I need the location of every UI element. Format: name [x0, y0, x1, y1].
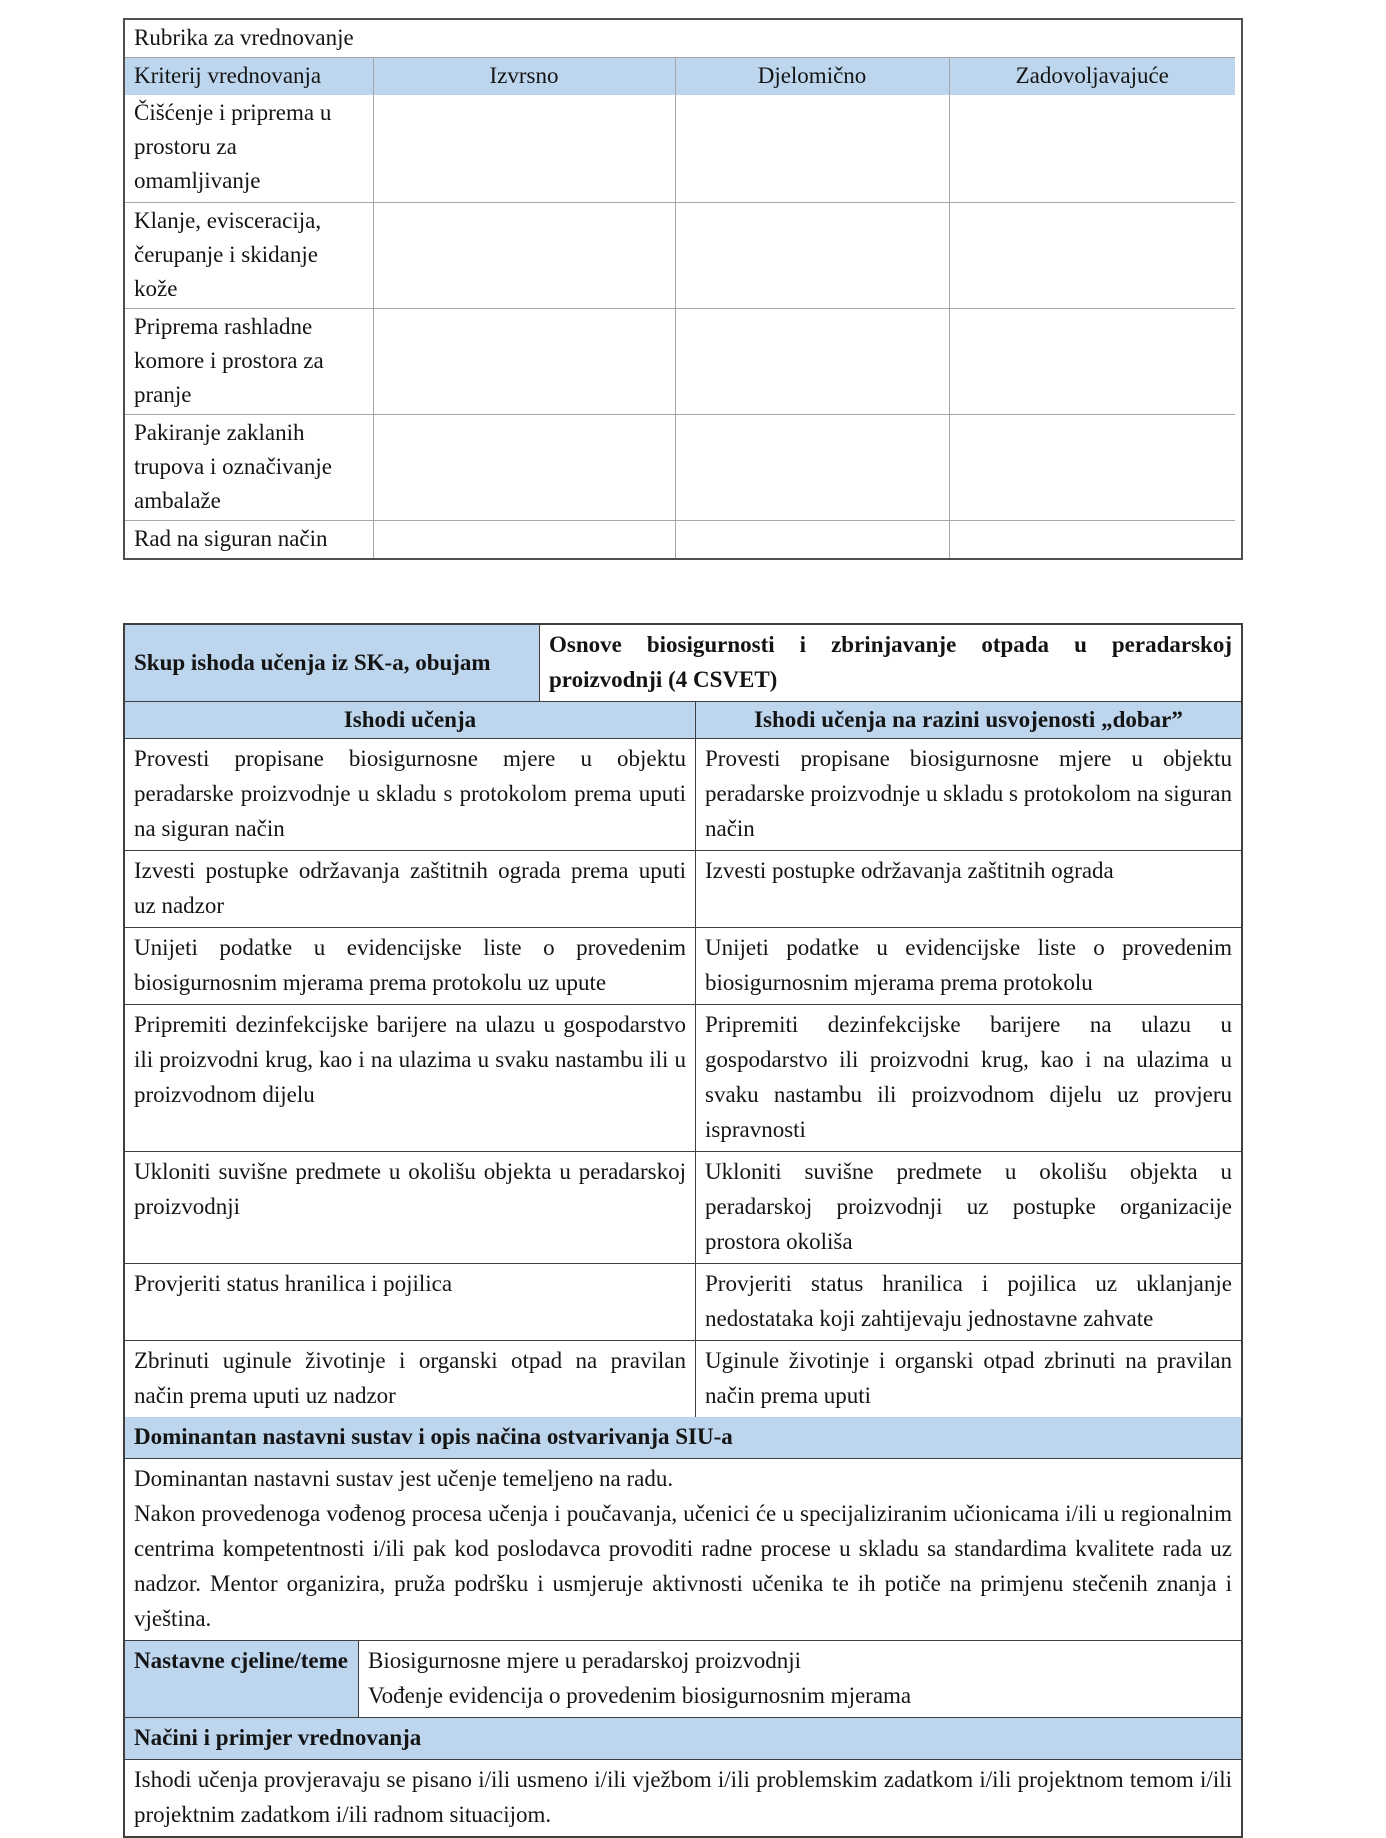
outcome-left-cell: Zbrinuti uginule životinje i organski otpad na pravilan način prema uputi uz nadzor [134, 1348, 686, 1408]
rubric-empty-cell [373, 203, 675, 309]
dominant-system-paragraph: Dominantan nastavni sustav jest učenje temeljeno na radu. [134, 1466, 674, 1491]
outcomes-col-left: Ishodi učenja [125, 702, 695, 738]
dominant-system-header-row [125, 1417, 1241, 1458]
rubric-empty-cell [949, 309, 1235, 415]
outcome-left-cell: Unijeti podatke u evidencijske liste o provedenim biosigurnosnim mjerama prema protokolu uz upute [134, 935, 686, 995]
rubric-col-satisfactory: Zadovoljavajuće [949, 58, 1235, 96]
rubric-empty-cell [373, 521, 675, 559]
rubric-title: Rubrika za vrednovanje [125, 20, 1235, 58]
outcome-right-cell: Unijeti podatke u evidencijske liste o provedenim biosigurnosnim mjerama prema protokolu [695, 928, 1241, 1004]
outcomes-set-label: Skup ishoda učenja iz SK-a, obujam [125, 625, 539, 701]
teaching-unit-item: Vođenje evidencija o provedenim biosigurnosnim mjerama [368, 1683, 912, 1708]
rubric-row [125, 415, 1235, 521]
rubric-table [123, 18, 1243, 560]
outcomes-set-value: Osnove biosigurnosti i zbrinjavanje otpada u peradarskoj proizvodnji (4 CSVET) [539, 625, 1241, 701]
rubric-empty-cell [373, 95, 675, 203]
rubric-empty-cell [949, 415, 1235, 521]
evaluation-text-row [125, 1759, 1241, 1836]
rubric-criterion-cell: Klanje, evisceracija, čerupanje i skidanje kože [125, 203, 373, 309]
outcome-right-cell: Provjeriti status hranilica i pojilica uz uklanjanje nedostataka koji zahtijevaju jednostavne zahvate [695, 1264, 1241, 1340]
outcome-row [125, 927, 1241, 1004]
evaluation-text: Ishodi učenja provjeravaju se pisano i/ili usmeno i/ili vježbom i/ili problemskim zadatkom i/ili projektnom temom i/ili projektnim zadatkom i/ili radnom situacijom. [134, 1767, 1232, 1827]
outcome-left-cell: Provjeriti status hranilica i pojilica [134, 1271, 453, 1296]
rubric-empty-cell [949, 95, 1235, 203]
rubric-col-criterion: Kriterij vrednovanja [125, 58, 373, 96]
teaching-units-row [125, 1640, 1241, 1717]
outcomes-table [123, 623, 1243, 1838]
outcome-row [125, 1340, 1241, 1417]
outcomes-header-row [125, 701, 1241, 738]
rubric-col-partial: Djelomično [675, 58, 949, 96]
outcome-row [125, 1151, 1241, 1263]
outcome-row [125, 739, 1241, 850]
rubric-col-excellent: Izvrsno [373, 58, 675, 96]
teaching-units-label: Nastavne cjeline/teme [125, 1641, 358, 1717]
rubric-criterion-cell: Čišćenje i priprema u prostoru za omamljivanje [125, 95, 373, 203]
outcome-right-cell: Provesti propisane biosigurnosne mjere u objektu peradarske proizvodnje u skladu s protokolom na siguran način [695, 739, 1241, 850]
outcome-left-cell: Provesti propisane biosigurnosne mjere u objektu peradarske proizvodnje u skladu s protokolom prema uputi na siguran način [134, 746, 686, 841]
outcome-right-cell: Izvesti postupke održavanja zaštitnih ograda [695, 851, 1241, 927]
dominant-system-paragraph: Nakon provedenoga vođenog procesa učenja i poučavanja, učenici će u specijaliziranim učionicama i/ili u regionalnim centrima kompetentnosti i/ili pak kod poslodavca provoditi radne procese u skladu sa standardima kvalitete rada uz nadzor. Mentor organizira, pruža podršku i usmjeruje aktivnosti učenika te ih potiče na primjenu stečenih znanja i vještina. [134, 1501, 1232, 1631]
outcomes-set-row [125, 625, 1241, 701]
rubric-empty-cell [675, 309, 949, 415]
outcome-left-cell: Ukloniti suvišne predmete u okolišu objekta u peradarskoj proizvodnji [134, 1159, 686, 1219]
rubric-row [125, 309, 1235, 415]
document-page [123, 18, 1243, 1838]
rubric-criterion-cell: Rad na siguran način [125, 521, 373, 559]
outcome-row [125, 1004, 1241, 1151]
rubric-row [125, 95, 1235, 203]
outcome-row [125, 1263, 1241, 1340]
teaching-units-list [358, 1641, 1241, 1717]
rubric-empty-cell [675, 95, 949, 203]
rubric-row [125, 203, 1235, 309]
rubric-title-row [125, 20, 1235, 58]
outcome-row [125, 850, 1241, 927]
outcome-right-cell: Ukloniti suvišne predmete u okolišu objekta u peradarskoj proizvodnji uz postupke organizacije prostora okoliša [695, 1152, 1241, 1263]
rubric-empty-cell [949, 521, 1235, 559]
outcome-left-cell: Izvesti postupke održavanja zaštitnih ograda prema uputi uz nadzor [134, 858, 686, 918]
rubric-empty-cell [373, 415, 675, 521]
dominant-system-text-row [125, 1458, 1241, 1640]
rubric-empty-cell [675, 521, 949, 559]
outcome-right-cell: Pripremiti dezinfekcijske barijere na ulazu u gospodarstvo ili proizvodni krug, kao i na ulazima u svaku nastambu ili proizvodnom dijelu uz provjeru ispravnosti [695, 1005, 1241, 1151]
rubric-criterion-cell: Priprema rashladne komore i prostora za pranje [125, 309, 373, 415]
dominant-system-text [125, 1459, 1241, 1640]
evaluation-header-row [125, 1717, 1241, 1759]
outcome-right-cell: Uginule životinje i organski otpad zbrinuti na pravilan način prema uputi [695, 1341, 1241, 1417]
outcome-left-cell: Pripremiti dezinfekcijske barijere na ulazu u gospodarstvo ili proizvodni krug, kao i na ulazima u svaku nastambu ili u proizvodnom dijelu [134, 1012, 686, 1107]
rubric-empty-cell [675, 203, 949, 309]
rubric-header-row [125, 58, 1235, 96]
rubric-empty-cell [949, 203, 1235, 309]
rubric-row [125, 521, 1235, 559]
outcomes-col-right: Ishodi učenja na razini usvojenosti „dobar” [695, 702, 1241, 738]
rubric-criterion-cell: Pakiranje zaklanih trupova i označivanje ambalaže [125, 415, 373, 521]
evaluation-header: Načini i primjer vrednovanja [125, 1718, 1241, 1759]
rubric-empty-cell [675, 415, 949, 521]
rubric-empty-cell [373, 309, 675, 415]
teaching-unit-item: Biosigurnosne mjere u peradarskoj proizvodnji [368, 1648, 802, 1673]
dominant-system-header: Dominantan nastavni sustav i opis načina ostvarivanja SIU-a [125, 1417, 1241, 1458]
